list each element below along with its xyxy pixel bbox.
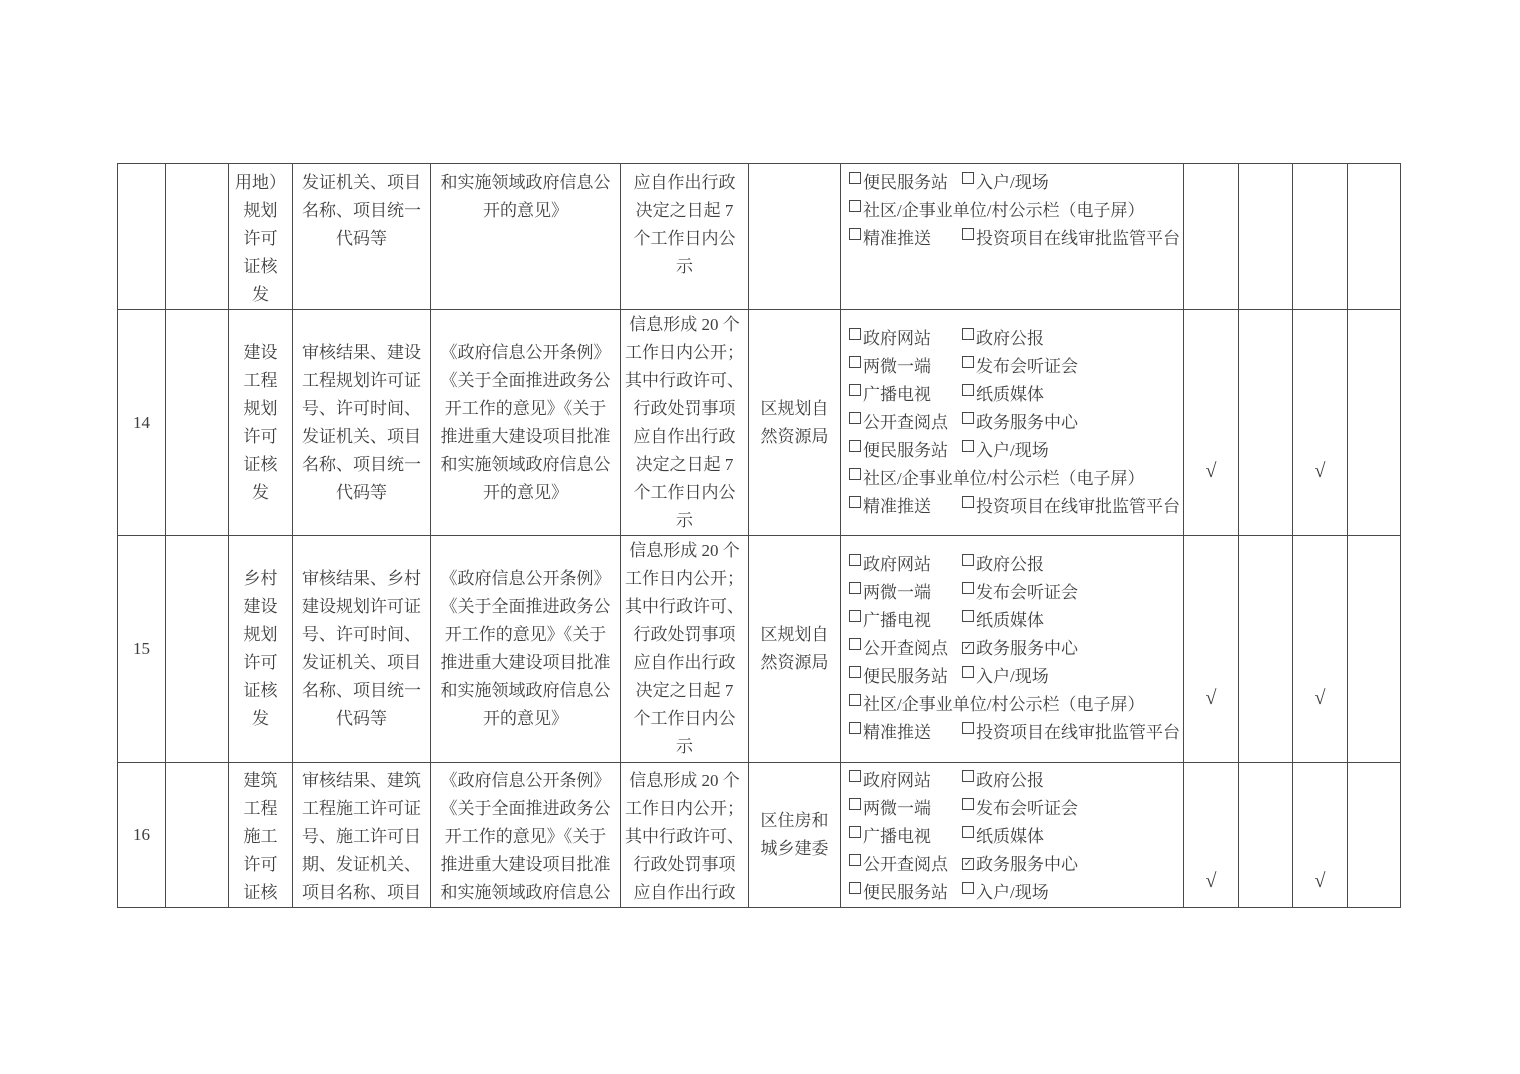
mark-cell-3 bbox=[1293, 164, 1348, 310]
checkbox-unchecked-icon bbox=[962, 798, 974, 810]
text-line: 许可 bbox=[243, 426, 278, 446]
legal-basis-cell bbox=[431, 763, 621, 908]
mark-cell-3: √ bbox=[1293, 536, 1348, 763]
mark-cell-2 bbox=[1239, 763, 1293, 908]
channel-line bbox=[849, 607, 1183, 635]
mark-cell-4 bbox=[1348, 763, 1401, 908]
text-line: 用地） bbox=[235, 173, 286, 192]
channel-label: 入户/现场 bbox=[976, 667, 1049, 686]
text-line: 期、发证机关、 bbox=[302, 855, 421, 874]
empty-cell bbox=[166, 763, 229, 908]
channel-label: 两微一端 bbox=[863, 583, 931, 602]
channels-cell bbox=[841, 310, 1184, 536]
channel-label: 政府公报 bbox=[976, 328, 1044, 348]
channel-label: 广播电视 bbox=[863, 827, 931, 846]
empty-cell bbox=[166, 164, 229, 310]
checkbox-unchecked-icon bbox=[962, 440, 974, 452]
text-line: 发证机关、项目 bbox=[302, 653, 421, 672]
channel-label: 公开查阅点 bbox=[863, 412, 948, 432]
text-line: 证核 bbox=[243, 454, 278, 474]
table-row-14 bbox=[118, 310, 1401, 536]
item-name-cell bbox=[229, 164, 293, 310]
text-line: 其中行政许可、 bbox=[625, 597, 744, 616]
text-line: 审核结果、乡村 bbox=[302, 569, 421, 588]
text-line: 号、许可时间、 bbox=[302, 625, 421, 644]
text-line: 建设 bbox=[243, 597, 278, 616]
text-line: 和实施领域政府信息公 bbox=[440, 173, 611, 192]
text-line: 其中行政许可、 bbox=[625, 370, 744, 390]
channels-cell bbox=[841, 536, 1184, 763]
text-line: 许可 bbox=[243, 229, 278, 248]
mark-cell-1: √ bbox=[1184, 763, 1239, 908]
text-line: 个工作日内公 bbox=[633, 709, 736, 728]
channel-label: 精准推送 bbox=[863, 496, 931, 516]
text-line: 规划 bbox=[243, 398, 278, 418]
text-line: 名称、项目统一 bbox=[302, 454, 421, 474]
channel-line bbox=[849, 353, 1183, 381]
channel-line bbox=[849, 795, 1183, 823]
checkbox-unchecked-icon bbox=[849, 770, 861, 782]
mark-cell-1: √ bbox=[1184, 310, 1239, 536]
content-cell bbox=[293, 763, 431, 908]
channel-item bbox=[849, 169, 962, 197]
text-line: 行政处罚事项 bbox=[633, 625, 736, 644]
channel-item bbox=[962, 663, 1049, 691]
channel-line bbox=[849, 169, 1183, 197]
channel-item bbox=[962, 325, 1044, 353]
text-line: 规划 bbox=[243, 625, 278, 644]
text-line: 决定之日起 7 bbox=[635, 454, 734, 474]
checkbox-unchecked-icon bbox=[849, 638, 861, 650]
text-line: 推进重大建设项目批准 bbox=[440, 426, 611, 446]
department-cell bbox=[749, 763, 841, 908]
channel-label: 政府网站 bbox=[863, 328, 931, 348]
channel-item bbox=[849, 719, 962, 747]
empty-cell bbox=[166, 536, 229, 763]
text-line: 证核 bbox=[243, 883, 278, 902]
channel-item bbox=[962, 607, 1044, 635]
channel-item bbox=[962, 851, 1078, 879]
channel-item bbox=[849, 437, 962, 465]
text-line: 《关于全面推进政务公 bbox=[440, 799, 611, 818]
row-number-cell: 16 bbox=[118, 763, 166, 908]
checkbox-unchecked-icon bbox=[849, 384, 861, 396]
channel-label: 公开查阅点 bbox=[863, 855, 948, 874]
text-line: 示 bbox=[676, 510, 693, 530]
checkbox-unchecked-icon bbox=[849, 582, 861, 594]
channel-item bbox=[849, 635, 962, 663]
text-line: 信息形成 20 个 bbox=[629, 314, 740, 334]
channel-item bbox=[849, 663, 962, 691]
text-line: 示 bbox=[676, 737, 693, 756]
checkbox-unchecked-icon bbox=[962, 722, 974, 734]
channel-item bbox=[962, 579, 1078, 607]
item-name-cell bbox=[229, 763, 293, 908]
text-line: 示 bbox=[676, 257, 693, 276]
text-line: 建设规划许可证 bbox=[302, 597, 421, 616]
text-line: 代码等 bbox=[336, 482, 387, 502]
channel-line bbox=[849, 493, 1183, 521]
checkbox-unchecked-icon bbox=[962, 496, 974, 508]
channel-label: 入户/现场 bbox=[976, 440, 1049, 460]
mark-cell-3: √ bbox=[1293, 763, 1348, 908]
channel-label: 政务服务中心 bbox=[976, 855, 1078, 874]
mark-cell-2 bbox=[1239, 310, 1293, 536]
mark-cell-1 bbox=[1184, 164, 1239, 310]
text-line: 工程施工许可证 bbox=[302, 799, 421, 818]
mark-cell-4 bbox=[1348, 536, 1401, 763]
checkbox-unchecked-icon bbox=[849, 722, 861, 734]
text-line: 区规划自 bbox=[760, 398, 829, 418]
text-line: 证核 bbox=[243, 681, 278, 700]
checkbox-unchecked-icon bbox=[962, 826, 974, 838]
channel-line bbox=[849, 691, 1183, 719]
channel-item bbox=[849, 767, 962, 795]
text-line: 开工作的意见》《关于 bbox=[444, 827, 607, 846]
channel-line bbox=[849, 409, 1183, 437]
text-line: 号、施工许可日 bbox=[302, 827, 421, 846]
channel-item bbox=[962, 767, 1044, 795]
channel-label: 政府网站 bbox=[863, 771, 931, 790]
text-line: 发 bbox=[252, 285, 269, 304]
checkbox-unchecked-icon bbox=[849, 328, 861, 340]
channel-label: 便民服务站 bbox=[863, 440, 948, 460]
row-number-cell: 15 bbox=[118, 536, 166, 763]
channel-label: 政府公报 bbox=[976, 555, 1044, 574]
checkbox-unchecked-icon bbox=[962, 582, 974, 594]
channels-cell bbox=[841, 164, 1184, 310]
text-line: 城乡建委 bbox=[760, 839, 829, 858]
channel-item bbox=[849, 381, 962, 409]
text-line: 然资源局 bbox=[760, 653, 829, 672]
channel-label: 两微一端 bbox=[863, 356, 931, 376]
time-limit-cell bbox=[621, 310, 749, 536]
text-line: 《政府信息公开条例》 bbox=[440, 342, 611, 362]
text-line: 工作日内公开； bbox=[625, 569, 744, 588]
text-line: 名称、项目统一 bbox=[302, 201, 421, 220]
channel-label: 纸质媒体 bbox=[976, 384, 1044, 404]
channel-label: 广播电视 bbox=[863, 384, 931, 404]
item-name-cell bbox=[229, 536, 293, 763]
channel-item bbox=[849, 493, 962, 521]
text-line: 代码等 bbox=[336, 229, 387, 248]
channel-label: 投资项目在线审批监管平台 bbox=[976, 496, 1180, 516]
row-number-cell bbox=[118, 164, 166, 310]
checkbox-unchecked-icon bbox=[849, 798, 861, 810]
channel-item bbox=[849, 225, 962, 253]
channel-label: 便民服务站 bbox=[863, 883, 948, 902]
checkbox-unchecked-icon bbox=[849, 854, 861, 866]
text-line: 推进重大建设项目批准 bbox=[440, 855, 611, 874]
channel-line bbox=[849, 767, 1183, 795]
text-line: 许可 bbox=[243, 653, 278, 672]
text-line: 应自作出行政 bbox=[633, 426, 736, 446]
text-line: 开的意见》 bbox=[483, 709, 568, 728]
checkbox-unchecked-icon bbox=[962, 666, 974, 678]
channel-label: 广播电视 bbox=[863, 611, 931, 630]
channel-line bbox=[849, 879, 1183, 907]
channel-item bbox=[962, 719, 1180, 747]
table-row-15 bbox=[118, 536, 1401, 763]
content-cell bbox=[293, 536, 431, 763]
channel-item bbox=[849, 691, 1144, 719]
department-cell bbox=[749, 536, 841, 763]
text-line: 代码等 bbox=[336, 709, 387, 728]
channel-label: 便民服务站 bbox=[863, 173, 948, 192]
channel-item bbox=[962, 493, 1180, 521]
text-line: 个工作日内公 bbox=[633, 482, 736, 502]
text-line: 然资源局 bbox=[760, 426, 829, 446]
checkbox-unchecked-icon bbox=[849, 826, 861, 838]
text-line: 和实施领域政府信息公 bbox=[440, 454, 611, 474]
text-line: 决定之日起 7 bbox=[635, 681, 734, 700]
channel-line bbox=[849, 197, 1183, 225]
channel-item bbox=[962, 381, 1044, 409]
checkbox-unchecked-icon bbox=[849, 610, 861, 622]
channel-line bbox=[849, 719, 1183, 747]
mark-cell-3: √ bbox=[1293, 310, 1348, 536]
channel-label: 政务服务中心 bbox=[976, 412, 1078, 432]
text-line: 审核结果、建筑 bbox=[302, 771, 421, 790]
channel-item bbox=[849, 851, 962, 879]
text-line: 证核 bbox=[243, 257, 278, 276]
checkbox-unchecked-icon bbox=[962, 172, 974, 184]
channel-line bbox=[849, 663, 1183, 691]
checkbox-checked-icon: ✓ bbox=[963, 858, 973, 869]
text-line: 《关于全面推进政务公 bbox=[440, 370, 611, 390]
legal-basis-cell bbox=[431, 164, 621, 310]
text-line: 《政府信息公开条例》 bbox=[440, 569, 611, 588]
text-line: 推进重大建设项目批准 bbox=[440, 653, 611, 672]
channel-line bbox=[849, 851, 1183, 879]
channel-label: 政府公报 bbox=[976, 771, 1044, 790]
checkbox-unchecked-icon bbox=[849, 694, 861, 706]
text-line: 乡村 bbox=[243, 569, 278, 588]
text-line: 应自作出行政 bbox=[633, 173, 736, 192]
text-line: 许可 bbox=[243, 855, 278, 874]
text-line: 发 bbox=[252, 482, 269, 502]
channel-item bbox=[849, 795, 962, 823]
department-cell bbox=[749, 310, 841, 536]
channel-label: 投资项目在线审批监管平台 bbox=[976, 723, 1180, 742]
channel-item bbox=[962, 409, 1078, 437]
text-line: 和实施领域政府信息公 bbox=[440, 681, 611, 700]
text-line: 建筑 bbox=[243, 771, 278, 790]
text-line: 审核结果、建设 bbox=[302, 342, 421, 362]
text-line: 开工作的意见》《关于 bbox=[444, 398, 607, 418]
channel-label: 发布会听证会 bbox=[976, 799, 1078, 818]
channel-item bbox=[962, 795, 1078, 823]
mark-cell-2 bbox=[1239, 164, 1293, 310]
text-line: 开的意见》 bbox=[483, 201, 568, 220]
text-line: 《政府信息公开条例》 bbox=[440, 771, 611, 790]
checkbox-unchecked-icon bbox=[962, 356, 974, 368]
channel-line bbox=[849, 579, 1183, 607]
text-line: 发证机关、项目 bbox=[302, 173, 421, 192]
channel-item bbox=[849, 579, 962, 607]
text-line: 区规划自 bbox=[760, 625, 829, 644]
legal-basis-cell bbox=[431, 536, 621, 763]
checkbox-checked-icon: ✓ bbox=[963, 642, 973, 653]
channel-label: 发布会听证会 bbox=[976, 583, 1078, 602]
channel-label: 社区/企事业单位/村公示栏（电子屏） bbox=[863, 468, 1145, 488]
department-cell bbox=[749, 164, 841, 310]
channel-item bbox=[962, 225, 1180, 253]
text-line: 决定之日起 7 bbox=[635, 201, 734, 220]
text-line: 信息形成 20 个 bbox=[629, 771, 740, 790]
checkbox-unchecked-icon bbox=[962, 554, 974, 566]
channel-line bbox=[849, 465, 1183, 493]
checkbox-unchecked-icon bbox=[849, 496, 861, 508]
checkbox-unchecked-icon bbox=[962, 228, 974, 240]
mark-cell-1: √ bbox=[1184, 536, 1239, 763]
channel-line bbox=[849, 381, 1183, 409]
channel-label: 精准推送 bbox=[863, 723, 931, 742]
mark-cell-4 bbox=[1348, 164, 1401, 310]
text-line: 工程规划许可证 bbox=[302, 370, 421, 390]
channel-item bbox=[849, 197, 1144, 225]
checkbox-unchecked-icon bbox=[962, 412, 974, 424]
channel-line bbox=[849, 551, 1183, 579]
mark-cell-4 bbox=[1348, 310, 1401, 536]
channel-label: 投资项目在线审批监管平台 bbox=[976, 229, 1180, 248]
checkbox-unchecked-icon bbox=[962, 384, 974, 396]
channel-line bbox=[849, 225, 1183, 253]
mark-cell-2 bbox=[1239, 536, 1293, 763]
checkbox-unchecked-icon bbox=[962, 610, 974, 622]
channel-item bbox=[849, 409, 962, 437]
channel-item bbox=[849, 879, 962, 907]
channel-item bbox=[849, 823, 962, 851]
text-line: 行政处罚事项 bbox=[633, 398, 736, 418]
channel-item bbox=[962, 635, 1078, 663]
content-cell bbox=[293, 310, 431, 536]
text-line: 发证机关、项目 bbox=[302, 426, 421, 446]
channel-item bbox=[849, 607, 962, 635]
channel-label: 发布会听证会 bbox=[976, 356, 1078, 376]
checkbox-unchecked-icon bbox=[962, 882, 974, 894]
content-cell bbox=[293, 164, 431, 310]
channel-item bbox=[849, 551, 962, 579]
channel-item bbox=[962, 823, 1044, 851]
channel-item bbox=[962, 551, 1044, 579]
checkbox-unchecked-icon bbox=[849, 200, 861, 212]
text-line: 应自作出行政 bbox=[633, 653, 736, 672]
checkbox-unchecked-icon bbox=[849, 412, 861, 424]
text-line: 和实施领域政府信息公 bbox=[440, 883, 611, 902]
checkbox-unchecked-icon bbox=[849, 228, 861, 240]
text-line: 信息形成 20 个 bbox=[629, 541, 740, 560]
text-line: 区住房和 bbox=[760, 811, 829, 830]
time-limit-cell bbox=[621, 763, 749, 908]
text-line: 应自作出行政 bbox=[633, 883, 736, 902]
channel-item bbox=[962, 169, 1049, 197]
text-line: 规划 bbox=[243, 201, 278, 220]
table-row-partial bbox=[118, 164, 1401, 310]
text-line: 工作日内公开； bbox=[625, 799, 744, 818]
checkbox-unchecked-icon bbox=[962, 328, 974, 340]
checkbox-unchecked-icon bbox=[849, 554, 861, 566]
channel-label: 入户/现场 bbox=[976, 883, 1049, 902]
checkbox-unchecked-icon bbox=[849, 882, 861, 894]
text-line: 《关于全面推进政务公 bbox=[440, 597, 611, 616]
channel-label: 纸质媒体 bbox=[976, 611, 1044, 630]
text-line: 个工作日内公 bbox=[633, 229, 736, 248]
channel-label: 政务服务中心 bbox=[976, 639, 1078, 658]
channel-line bbox=[849, 437, 1183, 465]
checkbox-unchecked-icon bbox=[849, 666, 861, 678]
text-line: 名称、项目统一 bbox=[302, 681, 421, 700]
channel-item bbox=[962, 353, 1078, 381]
channel-label: 公开查阅点 bbox=[863, 639, 948, 658]
channel-label: 便民服务站 bbox=[863, 667, 948, 686]
channel-item bbox=[962, 879, 1049, 907]
channel-label: 两微一端 bbox=[863, 799, 931, 818]
checkbox-unchecked-icon bbox=[849, 172, 861, 184]
text-line: 工程 bbox=[243, 799, 278, 818]
time-limit-cell bbox=[621, 536, 749, 763]
empty-cell bbox=[166, 310, 229, 536]
channel-label: 政府网站 bbox=[863, 555, 931, 574]
channel-line bbox=[849, 325, 1183, 353]
text-line: 发 bbox=[252, 709, 269, 728]
text-line: 开的意见》 bbox=[483, 482, 568, 502]
document-table-page bbox=[117, 163, 1401, 908]
channel-line bbox=[849, 823, 1183, 851]
channel-label: 社区/企事业单位/村公示栏（电子屏） bbox=[863, 695, 1145, 714]
channel-label: 纸质媒体 bbox=[976, 827, 1044, 846]
channel-item bbox=[849, 465, 1144, 493]
text-line: 项目名称、项目 bbox=[302, 883, 421, 902]
table-row-16 bbox=[118, 763, 1401, 908]
text-line: 工程 bbox=[243, 370, 278, 390]
checkbox-unchecked-icon bbox=[849, 440, 861, 452]
channel-item bbox=[849, 325, 962, 353]
channel-item bbox=[962, 437, 1049, 465]
legal-basis-cell bbox=[431, 310, 621, 536]
text-line: 建设 bbox=[243, 342, 278, 362]
text-line: 号、许可时间、 bbox=[302, 398, 421, 418]
text-line: 施工 bbox=[243, 827, 278, 846]
checkbox-unchecked-icon bbox=[962, 770, 974, 782]
text-line: 其中行政许可、 bbox=[625, 827, 744, 846]
info-disclosure-table bbox=[117, 163, 1401, 908]
text-line: 开工作的意见》《关于 bbox=[444, 625, 607, 644]
channel-label: 精准推送 bbox=[863, 229, 931, 248]
checkbox-unchecked-icon bbox=[849, 468, 861, 480]
channel-label: 社区/企事业单位/村公示栏（电子屏） bbox=[863, 201, 1145, 220]
text-line: 行政处罚事项 bbox=[633, 855, 736, 874]
item-name-cell bbox=[229, 310, 293, 536]
checkbox-unchecked-icon bbox=[849, 356, 861, 368]
time-limit-cell bbox=[621, 164, 749, 310]
channels-cell bbox=[841, 763, 1184, 908]
channel-item bbox=[849, 353, 962, 381]
channel-label: 入户/现场 bbox=[976, 173, 1049, 192]
text-line: 工作日内公开； bbox=[625, 342, 744, 362]
channel-line bbox=[849, 635, 1183, 663]
row-number-cell: 14 bbox=[118, 310, 166, 536]
